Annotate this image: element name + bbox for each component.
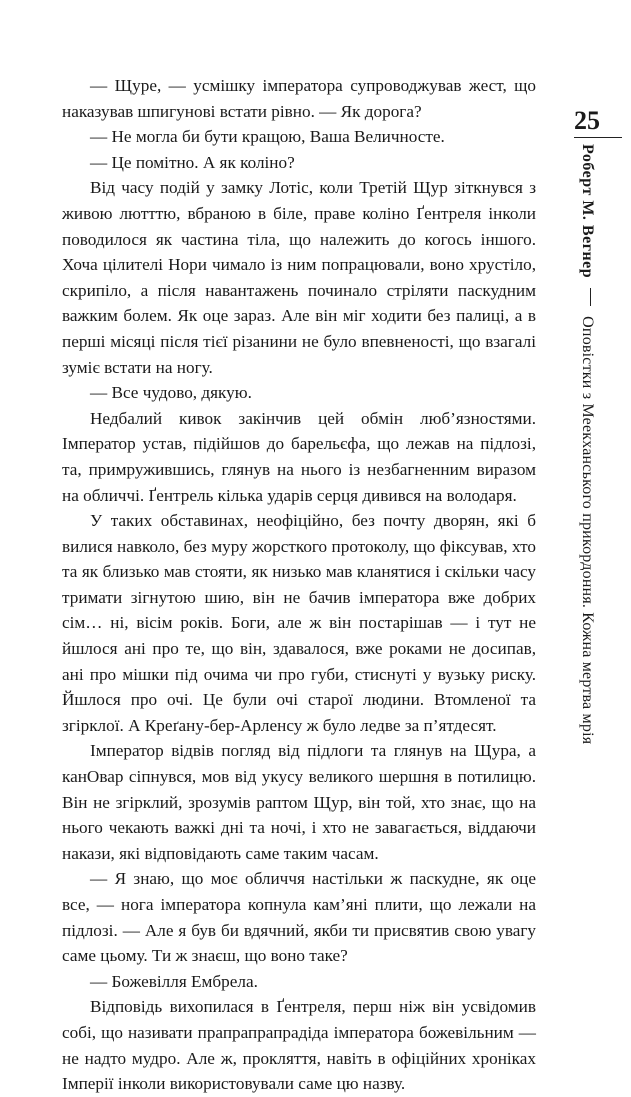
paragraph: — Не могла би бути кращою, Ваша Величносте. [90,127,445,147]
paragraph: — Все чудово, дякую. [90,383,252,403]
paragraph: — Щуре, — усмішку імператора супроводжував жест, що наказував шпигунові встати рівно. — Як дорога? [62,76,536,121]
page-number: 25 [574,106,600,135]
paragraph: — Це помітно. А як коліно? [90,152,295,172]
running-head-author: Роберт М. Вегнер [579,144,596,279]
paragraph: Імператор відвів погляд від підлоги та глянув на Щура, а канОвар сіпнувся, мов від укусу великого шершня в потилицю. Він не згірклий, зрозумів раптом Щур, він той, хто знає, що на нього чекають важкі дні та ночі, і хто не завагається, віддаючи накази, які відповідають саме таким часам. [62,741,536,863]
paragraph: Відповідь вихопилася в Ґентреля, перш ніж він усвідомив собі, що називати прапрапрапрадіда імператора божевільним — не надто мудро. Але ж, прокляття, навіть в офіційних хроніках Імперії інколи використовували саме цю назву. [62,997,536,1094]
paragraph: Недбалий кивок закінчив цей обмін люб’язностями. Імператор устав, підійшов до барельєфа, що лежав на підлозі, та, примружившись, глянув на нього із незбагненним виразом на обличчі. Ґентрель кілька ударів серця дивився на володаря. [62,408,536,505]
paragraph: У таких обставинах, неофіційно, без почту дворян, які б вилися навколо, без муру жорсткого протоколу, що фіксував, хто та як близько мав стояти, як низько мав кланятися і скільки часу тримати зігнутою шию, він не бачив імператора вже добрих сім… ні, вісім років. Боги, але ж він постарішав — і тут не йшлося ані про те, що він, здавалося, вже роками не досипав, ані про мішки під очима чи про губи, стиснуті у вузьку риску. Йшлося про очі. Це були очі старої людини. Втомленої та згірклої. А Креґану-бер-Арленсу ж було ледве за п’ятдесят. [62,511,536,735]
paragraph: Від часу подій у замку Лотіс, коли Третій Щур зіткнувся з живою лютттю, вбраною в біле, праве коліно Ґентреля інколи поводилося як частина тіла, що належить до когось іншого. Хоча цілителі Нори чимало із ним попрацювали, воно хрустіло, скрипіло, а після навантажень починало стріляти паскудним важким болем. Як оце зараз. Але він міг ходити без палиці, а в перші місяці після тієї різанини не було впевненості, що взагалі зуміє встати на ногу. [62,178,536,377]
running-head-separator [590,288,591,306]
paragraph: — Я знаю, що моє обличчя настільки ж паскудне, як оце все, — нога імператора копнула кам’яні плити, що лежали на підлозі. — Але я був би вдячний, якби ти присвятив свою увагу саме цьому. Ти ж знаєш, що воно таке? [62,869,536,966]
header-rule [574,137,622,138]
running-head-title: Оповістки з Меекханського прикордоння. Кожна мертва мрія [579,316,596,745]
paragraph: — Божевілля Ембрела. [90,971,258,991]
body-text [62,73,536,1097]
running-head [578,144,596,744]
